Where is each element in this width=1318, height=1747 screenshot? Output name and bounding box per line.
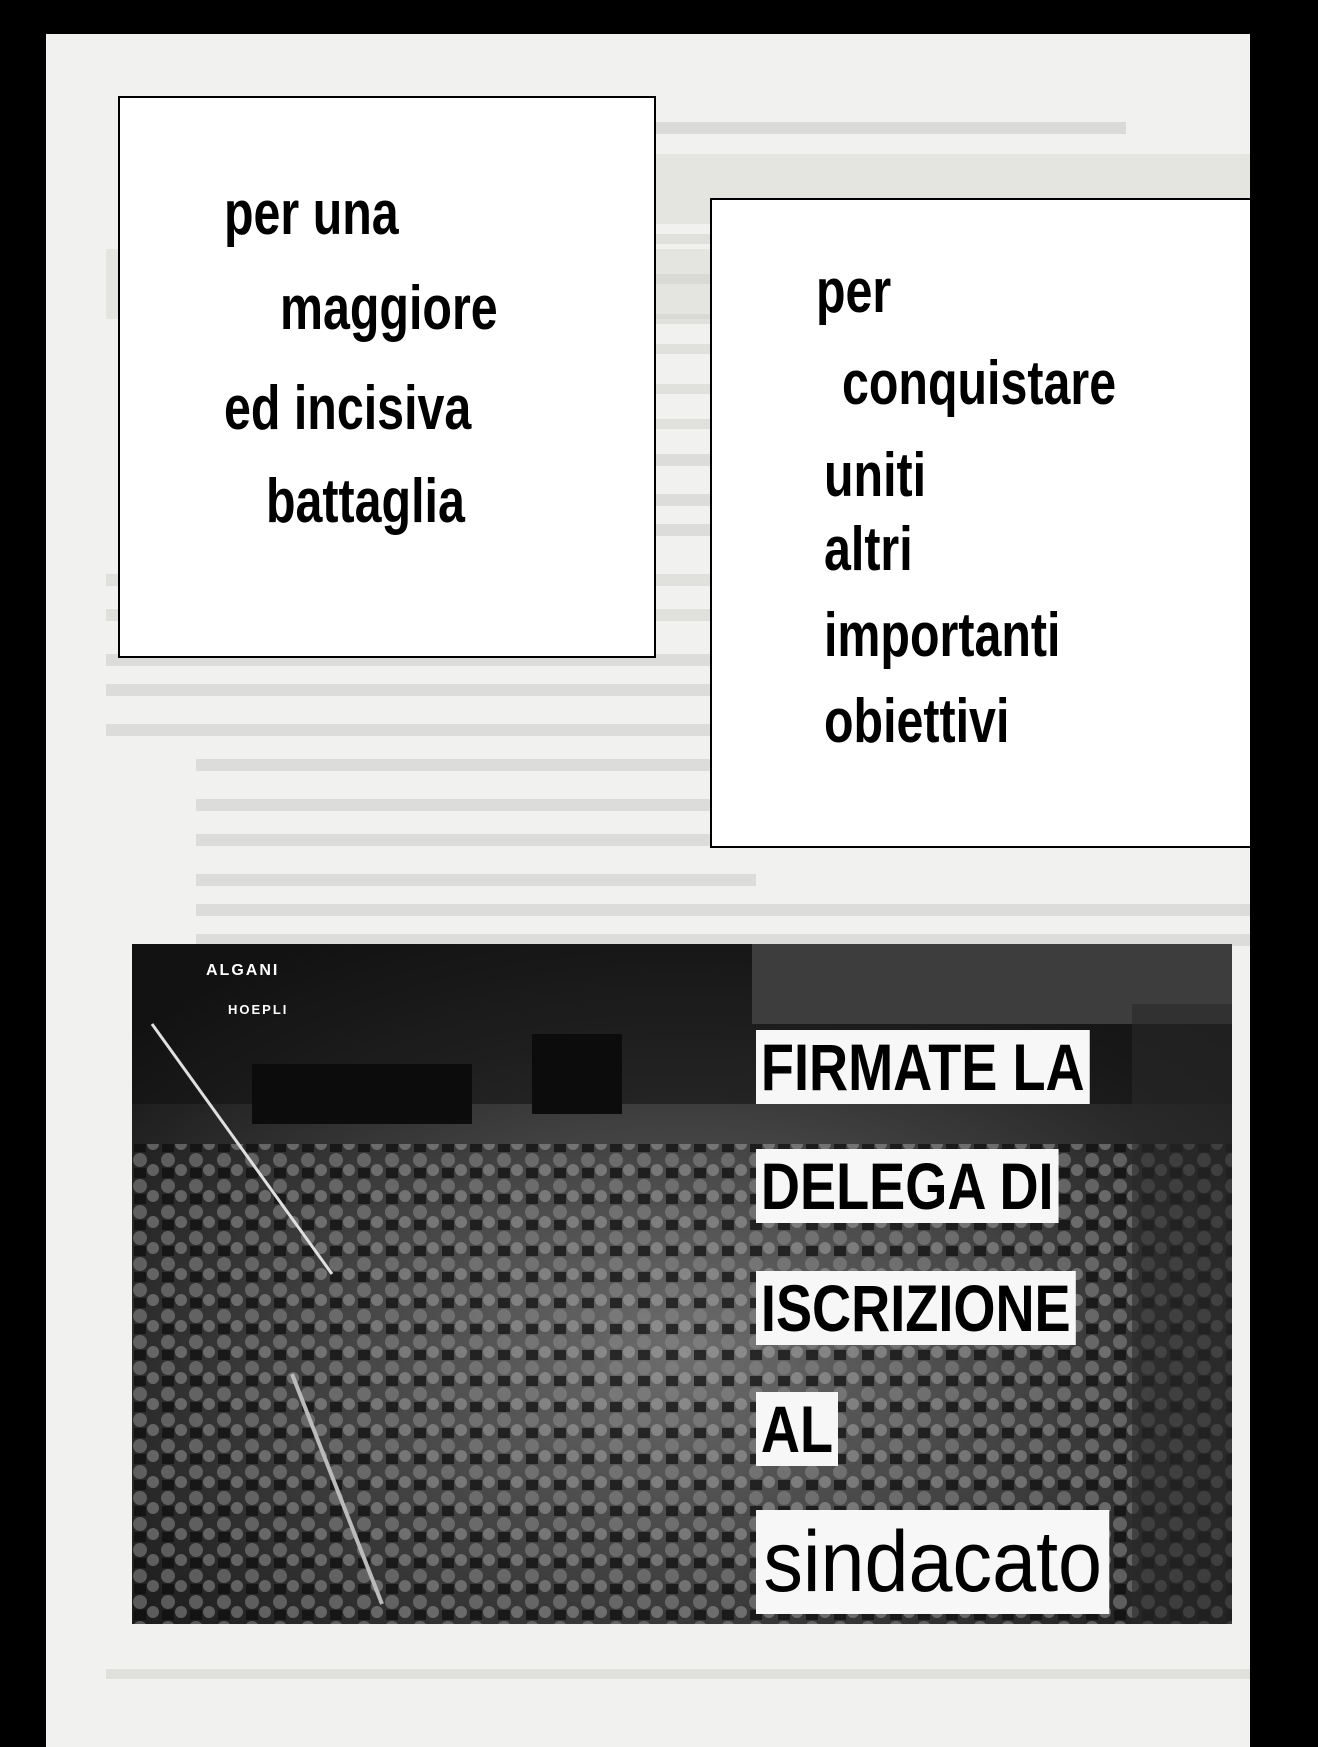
right-slogan-line-2: conquistare: [842, 349, 1117, 418]
sign-algani: ALGANI: [206, 962, 280, 979]
crowd-photo: [132, 944, 1232, 1624]
sign-hoepli: HOEPLI: [228, 1002, 289, 1017]
page-edge: [1250, 34, 1284, 1747]
headline-firmate-la: FIRMATE LA: [756, 1030, 1090, 1104]
left-slogan-line-1: per una: [224, 179, 399, 248]
right-slogan-line-3: uniti: [824, 441, 927, 510]
right-slogan-line-4: altri: [824, 515, 913, 584]
left-slogan-box: [118, 96, 656, 658]
right-slogan-line-5: importanti: [824, 601, 1061, 670]
headline-sindacato: sindacato: [756, 1510, 1109, 1614]
right-slogan-line-6: obiettivi: [824, 687, 1010, 756]
left-slogan-line-3: ed incisiva: [224, 374, 472, 443]
right-slogan-line-1: per: [816, 257, 892, 326]
headline-delega-di: DELEGA DI: [756, 1149, 1059, 1223]
headline-al: AL: [756, 1392, 838, 1466]
poster-page: [46, 34, 1284, 1747]
left-slogan-line-4: battaglia: [266, 467, 465, 536]
headline-iscrizione: ISCRIZIONE: [756, 1271, 1076, 1345]
left-slogan-line-2: maggiore: [280, 274, 498, 343]
right-slogan-box: [710, 198, 1254, 848]
